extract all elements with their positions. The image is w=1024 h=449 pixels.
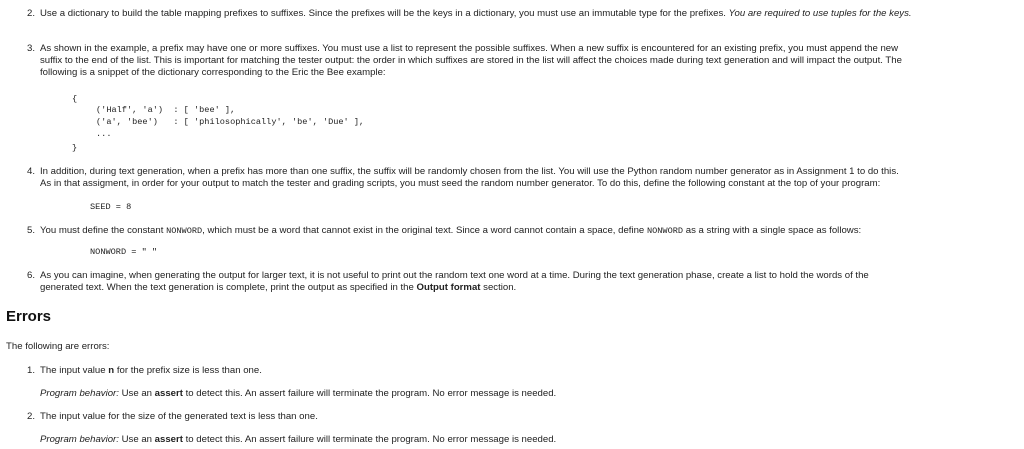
item-text-line: As shown in the example, a prefix may have one or more suffixes. You must use a list to represent the possible suffixes. When a new suffix is encountered for an existing prefix, you must append the new [40,43,899,54]
item-text-line: following is a snippet of the dictionary corresponding to the Eric the Bee example: [40,67,386,78]
item-number: 2. [27,8,36,19]
item-number: 2. [27,411,36,422]
code-line: ... [96,129,112,139]
errors-heading: Errors [6,308,52,325]
code-line: ('Half', 'a') : [ 'bee' ], [96,105,236,115]
program-behavior: Program behavior: Use an assert to detect this. An assert failure will terminate the program. No error message is needed. [40,388,557,399]
item-number: 4. [27,166,36,177]
item-text-line: generated text. When the text generation is complete, print the output as specified in the Output format section. [40,282,517,293]
code-close-brace: } [72,143,78,153]
item-text: The input value n for the prefix size is less than one. [40,365,262,376]
item-text-line: As you can imagine, when generating the output for larger text, it is not useful to print out the random text one word at a time. During the text generation phase, create a list to hold the words of the [40,270,869,281]
item-text-line: As in that assigment, in order for your output to match the tester and grading scripts, you must seed the random number generator. To do this, define the following constant at the top of your program: [40,178,881,189]
program-behavior: Program behavior: Use an assert to detect this. An assert failure will terminate the program. No error message is needed. [40,434,557,445]
item-number: 3. [27,43,36,54]
inline-code: NONWORD [166,226,203,236]
code-open-brace: { [72,94,78,104]
item-number: 6. [27,270,36,281]
item-text-line: suffix to the end of the list. This is important for matching the tester output: the order in which suffixes are stored in the list will affect the choices made during text generation and will impact the output. The [40,55,902,66]
item-number: 5. [27,225,36,236]
errors-intro: The following are errors: [6,341,110,352]
code-nonword: NONWORD = " " [90,247,158,257]
item-text: You must define the constant NONWORD, which must be a word that cannot exist in the original text. Since a word cannot contain a space, define NONWORD as a string with a single space as follows: [40,225,862,236]
item-text-line: In addition, during text generation, when a prefix has more than one suffix, the suffix will be randomly chosen from the list. You will use the Python random number generator as in Assignment 1 to do this. [40,166,899,177]
code-line: ('a', 'bee') : [ 'philosophically', 'be', 'Due' ], [96,117,365,127]
item-number: 1. [27,365,36,376]
item-text: The input value for the size of the generated text is less than one. [40,411,318,422]
item-text: Use a dictionary to build the table mapping prefixes to suffixes. Since the prefixes will be the keys in a dictionary, you must use an immutable type for the prefixes. You are required to use tuples for the keys. [40,8,912,19]
code-seed: SEED = 8 [90,202,132,212]
inline-code: NONWORD [646,226,684,236]
